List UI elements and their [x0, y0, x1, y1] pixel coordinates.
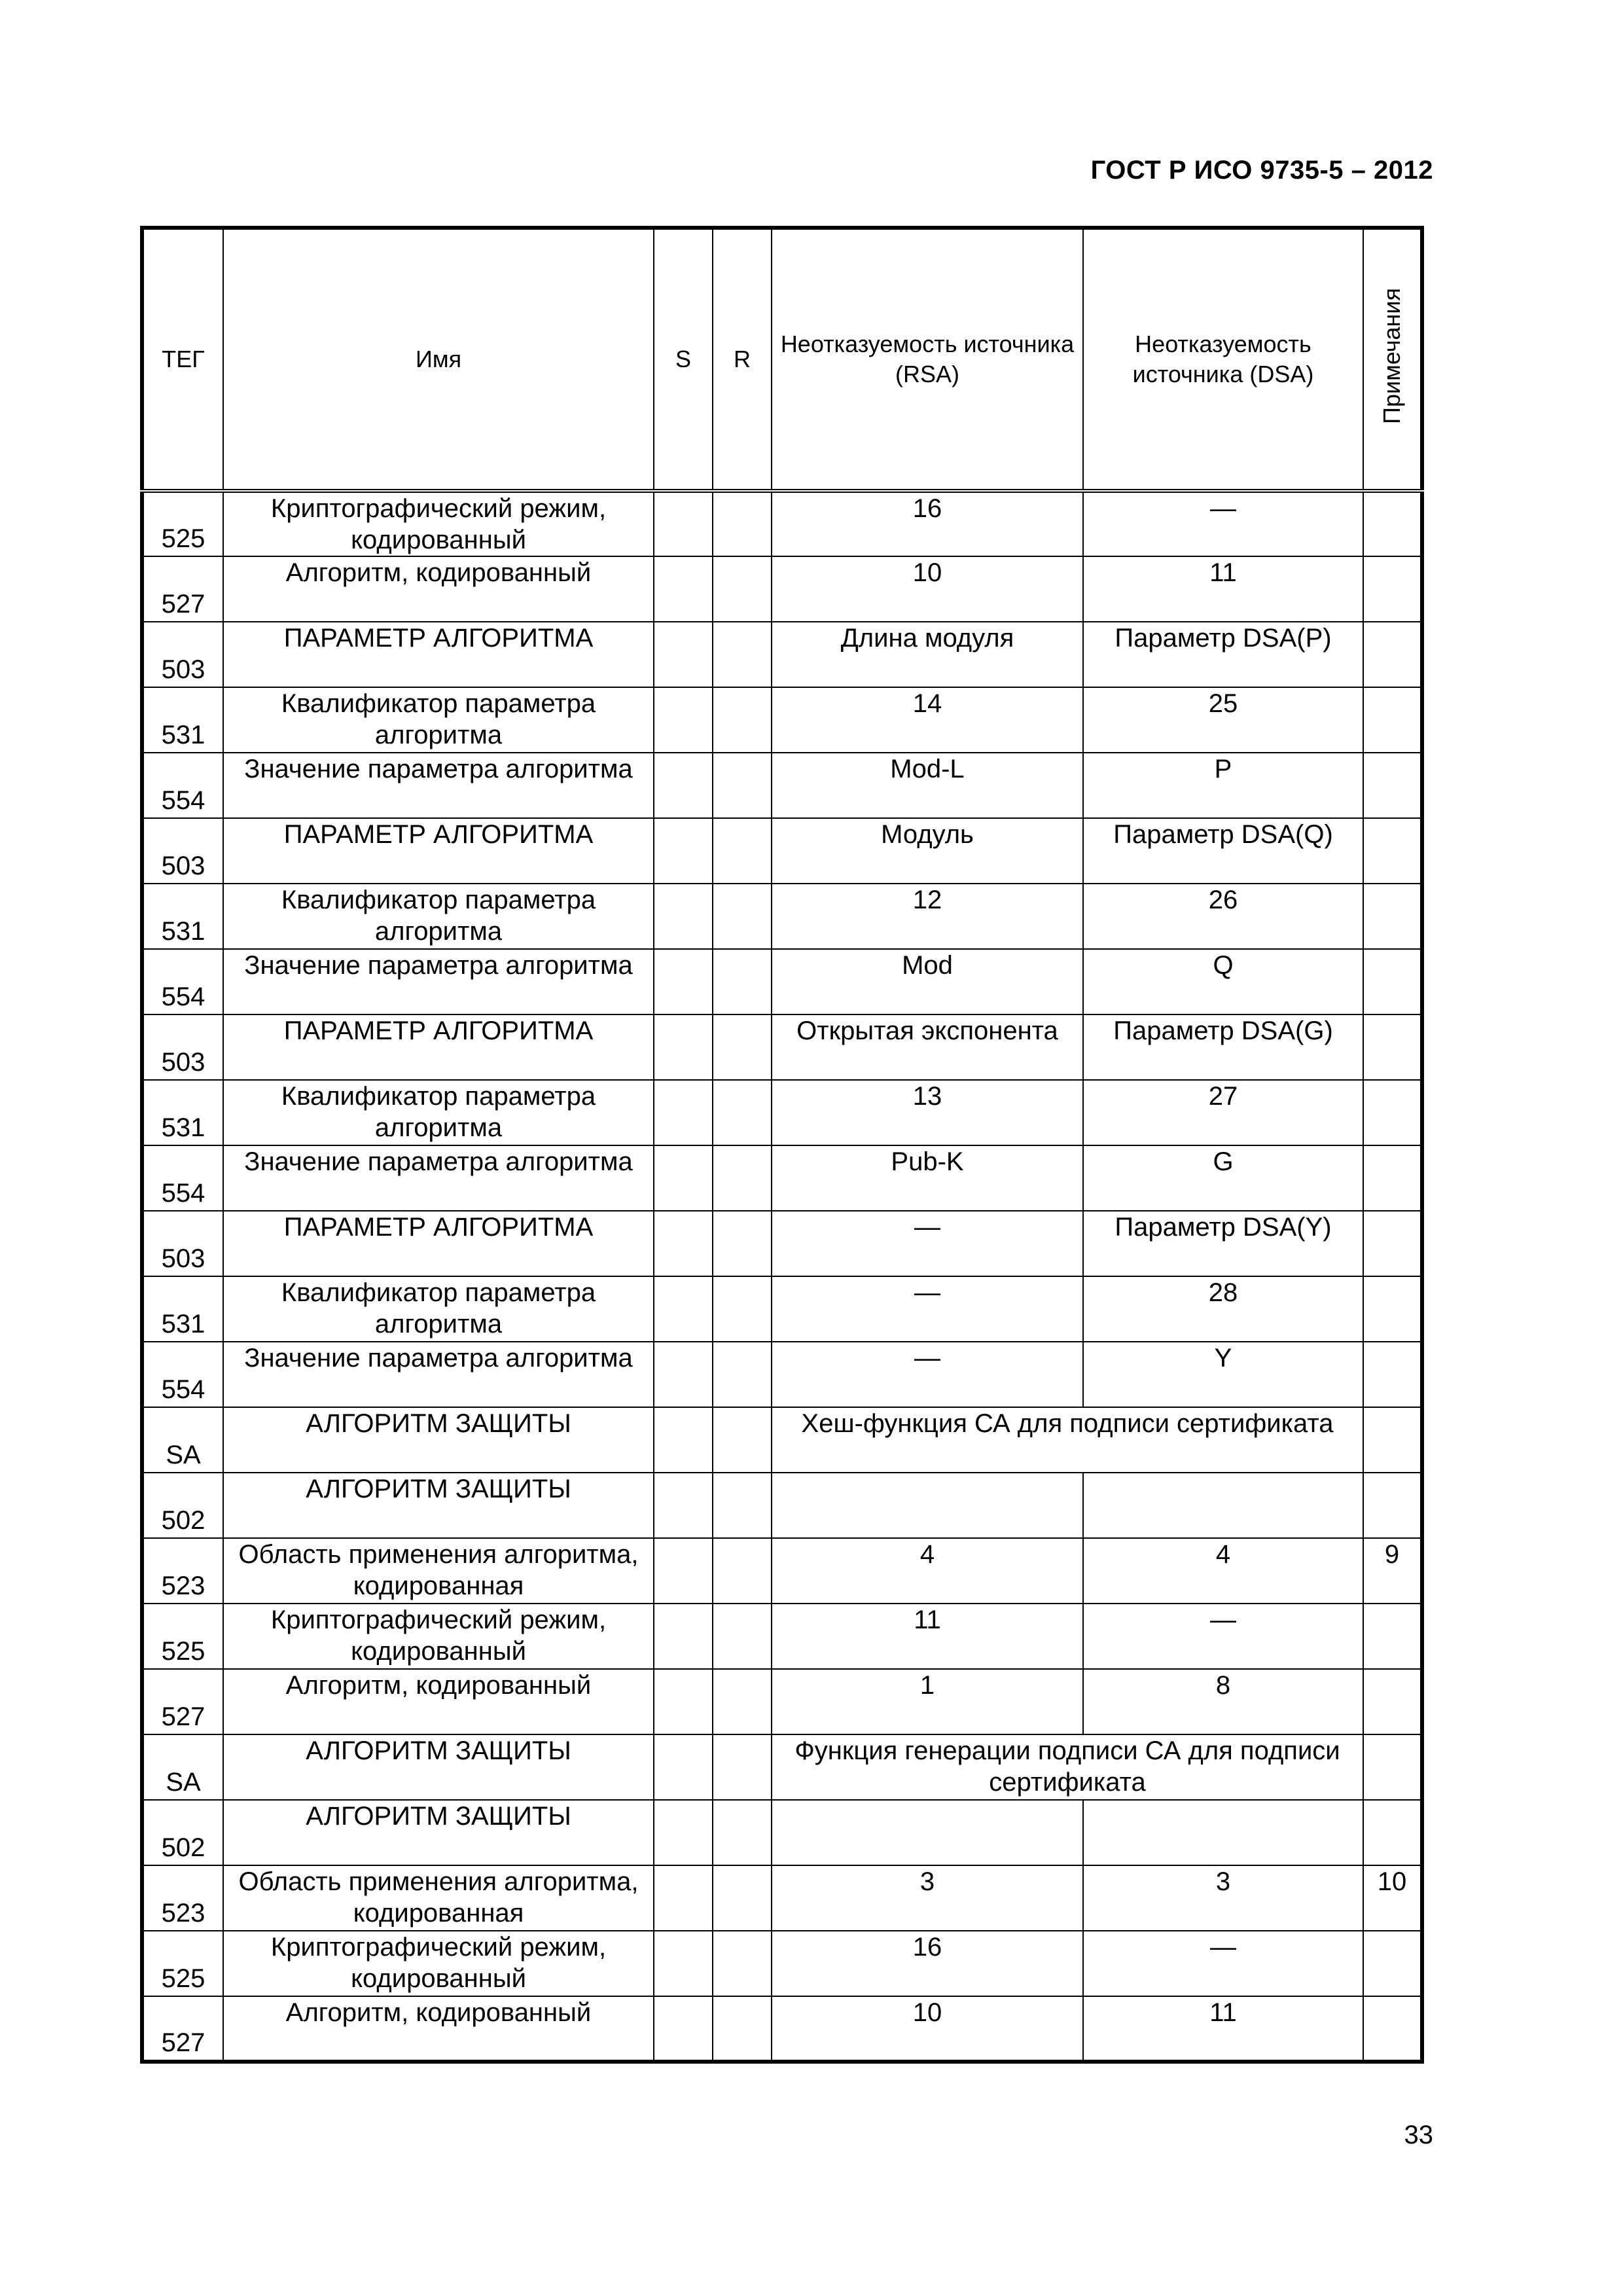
name-cell: [223, 1473, 654, 1538]
name-cell: [223, 491, 654, 556]
dsa-cell-text: 28: [1208, 1278, 1238, 1307]
dsa-cell: [1083, 1996, 1363, 2062]
name-cell: [223, 1407, 654, 1473]
notes-cell: [1363, 1080, 1422, 1145]
tag-cell: [142, 884, 223, 949]
r-cell: [713, 1080, 772, 1145]
tag-cell-text: 503: [161, 1048, 205, 1077]
page-number: 33: [1404, 2121, 1433, 2149]
name-cell: [223, 687, 654, 753]
table-row: [142, 1931, 1422, 1996]
r-cell: [713, 1865, 772, 1931]
rsa-cell: [772, 687, 1083, 753]
s-cell: [654, 622, 713, 687]
column-header-dsa-label: Неотказуемость источника (DSA): [1132, 331, 1314, 387]
tag-cell: [142, 1604, 223, 1669]
notes-cell: [1363, 491, 1422, 556]
name-cell-text: АЛГОРИТМ ЗАЩИТЫ: [306, 1409, 571, 1438]
table-row: [142, 884, 1422, 949]
name-cell: [223, 622, 654, 687]
name-cell: [223, 1865, 654, 1931]
dsa-cell: [1083, 687, 1363, 753]
r-cell: [713, 884, 772, 949]
rsa-cell-text: 13: [912, 1082, 942, 1111]
r-cell: [713, 1211, 772, 1276]
name-cell-text: ПАРАМЕТР АЛГОРИТМА: [283, 624, 594, 653]
s-cell: [654, 1734, 713, 1800]
s-cell: [654, 1538, 713, 1604]
rsa-cell-text: —: [914, 1344, 940, 1372]
name-cell-text: ПАРАМЕТР АЛГОРИТМА: [283, 1016, 594, 1045]
r-cell: [713, 1473, 772, 1538]
s-cell: [654, 1080, 713, 1145]
r-cell: [713, 1407, 772, 1473]
name-cell-text: Значение параметра алгоритма: [244, 1147, 633, 1176]
name-cell: [223, 884, 654, 949]
rsa-cell-text: Открытая экспонента: [796, 1016, 1058, 1045]
notes-cell: [1363, 1145, 1422, 1211]
dsa-cell-text: 8: [1215, 1671, 1231, 1700]
notes-cell: [1363, 1014, 1422, 1080]
rsa-cell-text: Модуль: [881, 820, 974, 849]
s-cell: [654, 1145, 713, 1211]
notes-cell: [1363, 1800, 1422, 1865]
rsa-cell-text: 16: [912, 1933, 942, 1962]
rsa-cell: [772, 1669, 1083, 1734]
dsa-cell: [1083, 1276, 1363, 1342]
notes-cell: [1363, 1276, 1422, 1342]
notes-cell: [1363, 1604, 1422, 1669]
name-cell: [223, 1145, 654, 1211]
name-cell-text: АЛГОРИТМ ЗАЩИТЫ: [306, 1475, 571, 1503]
s-cell: [654, 1407, 713, 1473]
tag-cell: [142, 1145, 223, 1211]
name-cell-text: Значение параметра алгоритма: [244, 755, 633, 783]
merged-value-cell-text: Функция генерации подписи СА для подписи сертификата: [794, 1736, 1340, 1797]
table-row: [142, 1014, 1422, 1080]
name-cell-text: АЛГОРИТМ ЗАЩИТЫ: [306, 1802, 571, 1831]
rsa-cell-text: 14: [912, 689, 942, 718]
tag-cell: [142, 1931, 223, 1996]
tag-cell-text: 554: [161, 1179, 205, 1208]
notes-cell: [1363, 1669, 1422, 1734]
dsa-cell: [1083, 491, 1363, 556]
dsa-cell-text: —: [1210, 1605, 1236, 1634]
table-row: [142, 818, 1422, 884]
name-cell-text: Квалификатор параметра алгоритма: [281, 1082, 596, 1142]
rsa-cell-text: Pub-K: [891, 1147, 964, 1176]
column-header-notes: [1363, 228, 1422, 491]
dsa-cell: [1083, 1800, 1363, 1865]
dsa-cell: [1083, 1538, 1363, 1604]
table-row: [142, 1865, 1422, 1931]
tag-cell-text: 531: [161, 1113, 205, 1142]
s-cell: [654, 1931, 713, 1996]
table-row: [142, 1734, 1422, 1800]
name-cell-text: Область применения алгоритма, кодированная: [238, 1867, 639, 1928]
rsa-cell-text: 10: [912, 1998, 942, 2027]
name-cell-text: Криптографический режим, кодированный: [270, 494, 607, 554]
tag-cell-text: 523: [161, 1571, 205, 1600]
s-cell: [654, 1473, 713, 1538]
dsa-cell: [1083, 884, 1363, 949]
name-cell: [223, 1014, 654, 1080]
name-cell-text: Алгоритм, кодированный: [285, 558, 592, 587]
rsa-cell-text: 11: [914, 1605, 941, 1634]
tag-cell: [142, 753, 223, 818]
notes-cell: [1363, 1342, 1422, 1407]
dsa-cell-text: 11: [1209, 1998, 1237, 2027]
tag-cell: [142, 1342, 223, 1407]
dsa-cell-text: 26: [1208, 886, 1238, 914]
rsa-cell: [772, 1996, 1083, 2062]
rsa-cell-text: —: [914, 1213, 940, 1242]
merged-value-cell: [772, 1734, 1363, 1800]
name-cell: [223, 949, 654, 1014]
name-cell-text: Криптографический режим, кодированный: [270, 1933, 607, 1993]
rsa-cell: [772, 949, 1083, 1014]
dsa-cell-text: 25: [1208, 689, 1238, 718]
name-cell-text: Алгоритм, кодированный: [285, 1998, 592, 2027]
r-cell: [713, 622, 772, 687]
dsa-cell-text: Параметр DSA(P): [1115, 624, 1332, 653]
table-row: [142, 1538, 1422, 1604]
tag-cell-text: 503: [161, 1244, 205, 1273]
name-cell: [223, 1734, 654, 1800]
rsa-cell-text: 12: [912, 886, 942, 914]
dsa-cell: [1083, 1145, 1363, 1211]
dsa-cell: [1083, 818, 1363, 884]
tag-cell: [142, 687, 223, 753]
name-cell: [223, 556, 654, 622]
notes-cell: [1363, 1211, 1422, 1276]
table-body: [142, 491, 1422, 2062]
tag-cell-text: 554: [161, 982, 205, 1011]
table-row: [142, 1604, 1422, 1669]
name-cell: [223, 1604, 654, 1669]
r-cell: [713, 949, 772, 1014]
table-row: [142, 949, 1422, 1014]
notes-cell: [1363, 949, 1422, 1014]
rsa-cell-text: 10: [912, 558, 942, 587]
tag-cell-text: 531: [161, 1310, 205, 1338]
name-cell-text: Значение параметра алгоритма: [244, 951, 633, 980]
notes-cell: [1363, 556, 1422, 622]
s-cell: [654, 1211, 713, 1276]
s-cell: [654, 1800, 713, 1865]
rsa-cell: [772, 1211, 1083, 1276]
dsa-cell-text: P: [1214, 755, 1232, 783]
tag-cell-text: 527: [161, 590, 205, 619]
dsa-cell-text: Параметр DSA(G): [1113, 1016, 1333, 1045]
name-cell-text: Квалификатор параметра алгоритма: [281, 886, 596, 946]
rsa-cell-text: Mod-L: [890, 755, 965, 783]
notes-cell: [1363, 1996, 1422, 2062]
tag-cell-text: 523: [161, 1899, 205, 1928]
tag-cell-text: 502: [161, 1833, 205, 1862]
rsa-cell-text: 4: [919, 1540, 935, 1569]
notes-cell: [1363, 753, 1422, 818]
dsa-cell: [1083, 622, 1363, 687]
dsa-cell: [1083, 1669, 1363, 1734]
s-cell: [654, 818, 713, 884]
rsa-cell: [772, 1538, 1083, 1604]
notes-cell: [1363, 1473, 1422, 1538]
tag-cell: [142, 1996, 223, 2062]
dsa-cell-text: —: [1210, 494, 1236, 523]
name-cell: [223, 1276, 654, 1342]
tag-cell-text: 503: [161, 852, 205, 880]
r-cell: [713, 1014, 772, 1080]
r-cell: [713, 1734, 772, 1800]
name-cell-text: ПАРАМЕТР АЛГОРИТМА: [283, 1213, 594, 1242]
tag-cell-text: SA: [166, 1768, 201, 1797]
s-cell: [654, 1014, 713, 1080]
rsa-cell: [772, 1865, 1083, 1931]
column-header-rsa-label: Неотказуемость источника (RSA): [780, 331, 1075, 387]
r-cell: [713, 1342, 772, 1407]
s-cell: [654, 753, 713, 818]
dsa-cell: [1083, 1931, 1363, 1996]
name-cell-text: ПАРАМЕТР АЛГОРИТМА: [283, 820, 594, 849]
tag-cell-text: 527: [161, 1702, 205, 1731]
tag-cell-text: 531: [161, 917, 205, 946]
tag-cell: [142, 1538, 223, 1604]
rsa-cell: [772, 491, 1083, 556]
rsa-cell: [772, 884, 1083, 949]
tag-cell: [142, 1014, 223, 1080]
tag-cell-text: 503: [161, 655, 205, 684]
r-cell: [713, 491, 772, 556]
name-cell: [223, 1080, 654, 1145]
name-cell-text: Значение параметра алгоритма: [244, 1344, 633, 1372]
rsa-cell: [772, 1276, 1083, 1342]
table-header-row: [142, 228, 1422, 491]
column-header-rsa: [772, 228, 1083, 491]
table-row: [142, 1145, 1422, 1211]
rsa-cell: [772, 556, 1083, 622]
tag-cell-text: 525: [161, 1964, 205, 1993]
dsa-cell-text: —: [1210, 1933, 1236, 1962]
s-cell: [654, 884, 713, 949]
table-row: [142, 1407, 1422, 1473]
s-cell: [654, 1342, 713, 1407]
notes-cell: [1363, 622, 1422, 687]
dsa-cell-text: 4: [1215, 1540, 1231, 1569]
table-row: [142, 491, 1422, 556]
merged-value-cell: [772, 1407, 1363, 1473]
rsa-cell: [772, 1342, 1083, 1407]
r-cell: [713, 1604, 772, 1669]
dsa-cell-text: Параметр DSA(Q): [1113, 820, 1333, 849]
notes-cell: [1363, 1538, 1422, 1604]
column-header-dsa: [1083, 228, 1363, 491]
table-row: [142, 1473, 1422, 1538]
rsa-cell-text: Mod: [902, 951, 953, 980]
column-header-tag: ТЕГ: [142, 228, 223, 491]
rsa-cell: [772, 1473, 1083, 1538]
rsa-cell-text: 16: [912, 494, 942, 523]
notes-cell: [1363, 1734, 1422, 1800]
name-cell: [223, 818, 654, 884]
s-cell: [654, 556, 713, 622]
name-cell: [223, 1669, 654, 1734]
table-row: [142, 1211, 1422, 1276]
rsa-cell: [772, 1080, 1083, 1145]
dsa-cell: [1083, 1080, 1363, 1145]
name-cell-text: Область применения алгоритма, кодированная: [238, 1540, 639, 1600]
name-cell-text: АЛГОРИТМ ЗАЩИТЫ: [306, 1736, 571, 1765]
column-header-name: Имя: [223, 228, 654, 491]
tag-cell: [142, 1276, 223, 1342]
dsa-cell-text: Q: [1213, 951, 1234, 980]
tag-cell: [142, 491, 223, 556]
dsa-cell-text: Параметр DSA(Y): [1115, 1213, 1332, 1242]
name-cell: [223, 1996, 654, 2062]
notes-cell-text: 10: [1377, 1867, 1407, 1896]
name-cell: [223, 1342, 654, 1407]
rsa-cell: [772, 818, 1083, 884]
rsa-cell: [772, 1604, 1083, 1669]
name-cell-text: Квалификатор параметра алгоритма: [281, 689, 596, 749]
dsa-cell-text: 27: [1208, 1082, 1238, 1111]
table-row: [142, 622, 1422, 687]
column-header-notes-label: Примечания: [1378, 287, 1405, 424]
dsa-cell: [1083, 1211, 1363, 1276]
dsa-cell-text: 11: [1209, 558, 1237, 587]
r-cell: [713, 687, 772, 753]
table-row: [142, 1800, 1422, 1865]
tag-cell: [142, 1473, 223, 1538]
table-row: [142, 753, 1422, 818]
rsa-cell-text: —: [914, 1278, 940, 1307]
tag-cell-text: 554: [161, 1375, 205, 1404]
r-cell: [713, 1800, 772, 1865]
s-cell: [654, 1604, 713, 1669]
notes-cell: [1363, 1931, 1422, 1996]
s-cell: [654, 1669, 713, 1734]
rsa-cell: [772, 1800, 1083, 1865]
tag-cell: [142, 1080, 223, 1145]
dsa-cell: [1083, 1604, 1363, 1669]
table-row: [142, 556, 1422, 622]
rsa-cell-text: Длина модуля: [840, 624, 1014, 653]
tag-cell-text: 531: [161, 721, 205, 749]
tag-cell: [142, 818, 223, 884]
notes-cell: [1363, 818, 1422, 884]
rsa-cell: [772, 622, 1083, 687]
tag-cell: [142, 556, 223, 622]
table-row: [142, 1080, 1422, 1145]
dsa-cell-text: G: [1213, 1147, 1234, 1176]
dsa-cell: [1083, 556, 1363, 622]
document-header: ГОСТ Р ИСО 9735-5 – 2012: [1090, 156, 1433, 185]
r-cell: [713, 1145, 772, 1211]
tag-cell-text: 502: [161, 1506, 205, 1535]
rsa-cell: [772, 1931, 1083, 1996]
column-header-r: R: [713, 228, 772, 491]
dsa-cell: [1083, 1342, 1363, 1407]
r-cell: [713, 1996, 772, 2062]
table-row: [142, 687, 1422, 753]
tag-cell: [142, 1734, 223, 1800]
dsa-cell: [1083, 949, 1363, 1014]
rsa-cell: [772, 753, 1083, 818]
dsa-cell: [1083, 753, 1363, 818]
notes-cell: [1363, 687, 1422, 753]
tag-cell: [142, 622, 223, 687]
specification-table: [140, 226, 1424, 2064]
notes-cell-text: 9: [1384, 1540, 1400, 1569]
s-cell: [654, 1276, 713, 1342]
name-cell: [223, 1538, 654, 1604]
s-cell: [654, 949, 713, 1014]
tag-cell-text: 554: [161, 786, 205, 815]
rsa-cell: [772, 1145, 1083, 1211]
tag-cell: [142, 1669, 223, 1734]
tag-cell-text: 525: [161, 524, 205, 553]
r-cell: [713, 1669, 772, 1734]
s-cell: [654, 491, 713, 556]
tag-cell-text: SA: [166, 1441, 201, 1469]
table-row: [142, 1276, 1422, 1342]
dsa-cell: [1083, 1865, 1363, 1931]
notes-cell: [1363, 1865, 1422, 1931]
name-cell-text: Криптографический режим, кодированный: [270, 1605, 607, 1666]
r-cell: [713, 1931, 772, 1996]
s-cell: [654, 687, 713, 753]
r-cell: [713, 1538, 772, 1604]
s-cell: [654, 1996, 713, 2062]
column-header-s: S: [654, 228, 713, 491]
name-cell-text: Квалификатор параметра алгоритма: [281, 1278, 596, 1338]
r-cell: [713, 556, 772, 622]
tag-cell: [142, 1211, 223, 1276]
dsa-cell: [1083, 1014, 1363, 1080]
r-cell: [713, 753, 772, 818]
dsa-cell-text: Y: [1214, 1344, 1232, 1372]
name-cell: [223, 1800, 654, 1865]
rsa-cell-text: 3: [919, 1867, 935, 1896]
tag-cell-text: 527: [161, 2028, 205, 2057]
tag-cell-text: 525: [161, 1637, 205, 1666]
table-row: [142, 1669, 1422, 1734]
dsa-cell-text: 3: [1215, 1867, 1231, 1896]
table-row: [142, 1342, 1422, 1407]
name-cell: [223, 1211, 654, 1276]
dsa-cell: [1083, 1473, 1363, 1538]
table-row: [142, 1996, 1422, 2062]
name-cell: [223, 753, 654, 818]
r-cell: [713, 818, 772, 884]
rsa-cell: [772, 1014, 1083, 1080]
r-cell: [713, 1276, 772, 1342]
notes-cell: [1363, 884, 1422, 949]
tag-cell: [142, 949, 223, 1014]
merged-value-cell-text: Хеш-функция СА для подписи сертификата: [801, 1409, 1334, 1438]
name-cell: [223, 1931, 654, 1996]
s-cell: [654, 1865, 713, 1931]
rsa-cell-text: 1: [919, 1671, 935, 1700]
tag-cell: [142, 1407, 223, 1473]
notes-cell: [1363, 1407, 1422, 1473]
tag-cell: [142, 1865, 223, 1931]
name-cell-text: Алгоритм, кодированный: [285, 1671, 592, 1700]
tag-cell: [142, 1800, 223, 1865]
